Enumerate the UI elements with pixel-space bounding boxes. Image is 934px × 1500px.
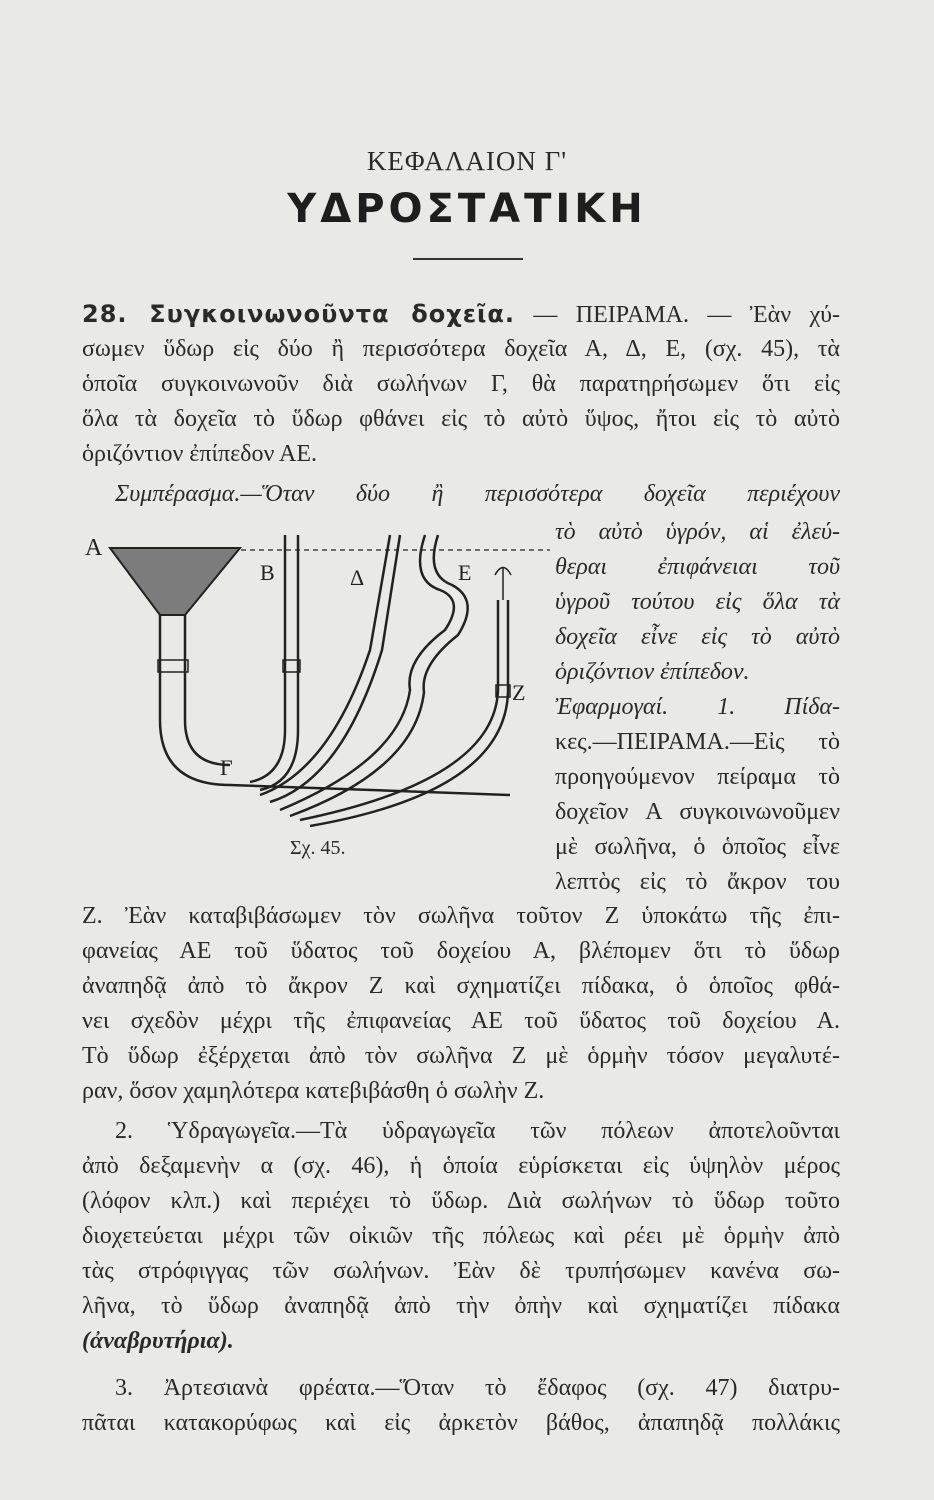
text-line: ἀπὸ δεξαμενὴν α (σχ. 46), ἡ ὁποία εὑρίσκεται εἰς ὑψηλὸν μέρος [82, 1153, 840, 1179]
text-line: σωμεν ὕδωρ εἰς δύο ἢ περισσότερα δοχεῖα Α, Δ, Ε, (σχ. 45), τὰ [82, 336, 840, 362]
label-D: Δ [350, 565, 365, 590]
text-line: (ἀναβρυτήρια). [82, 1328, 234, 1354]
figure-45-communicating-vessels [80, 520, 550, 850]
text-line: ἀναπηδᾷ ἀπὸ τὸ ἄκρον Ζ καὶ σχηματίζει πίδακα, ὁ ὁποῖος φθά- [82, 973, 840, 999]
text-line: Ἐφαρμογαί. 1. Πίδα- [555, 694, 840, 720]
label-E: Ε [458, 560, 472, 585]
text-line: φανείας ΑΕ τοῦ ὕδατος τοῦ δοχείου Α, βλέπομεν ὅτι τὸ ὕδωρ [82, 938, 840, 964]
label-G: Γ [220, 755, 233, 780]
text-line: Τὸ ὕδωρ ἐξέρχεται ἀπὸ τὸν σωλῆνα Ζ μὲ ὁρμὴν τόσον μεγαλυτέ- [82, 1043, 840, 1069]
text-line: δοχεῖα εἶνε εἰς τὸ αὐτὸ [555, 624, 840, 650]
section-title: ΥΔΡΟΣΤΑΤΙΚΗ [287, 186, 647, 232]
paragraph-heading: 28. Συγκοινωνοῦντα δοχεῖα. [82, 300, 516, 328]
text-line: κες.—ΠΕΙΡΑΜΑ.—Εἰς τὸ [555, 729, 840, 755]
label-B: Β [260, 560, 275, 585]
chapter-heading: ΚΕΦΑΛΑΙΟΝ Γ' [366, 146, 568, 176]
conclusion-line: Συμπέρασμα.—Ὅταν δύο ἢ περισσότερα δοχεῖα περιέχουν [115, 481, 840, 507]
paragraph-heading-rest: — ΠΕΙΡΑΜΑ. — Ἐὰν χύ- [533, 302, 841, 328]
label-A: Α [85, 535, 103, 561]
text-line: δοχεῖον Α συγκοινωνοῦμεν [555, 799, 840, 825]
text-line: προηγούμενον πείραμα τὸ [555, 764, 840, 790]
text-line: (λόφον κλπ.) καὶ περιέχει τὸ ὕδωρ. Διὰ σωλήνων τὸ ὕδωρ τοῦτο [82, 1188, 840, 1214]
text-line: 2. Ὑδραγωγεῖα.—Τὰ ὑδραγωγεῖα τῶν πόλεων ἀποτελοῦνται [115, 1118, 840, 1144]
figure-caption: Σχ. 45. [290, 837, 346, 859]
text-line: ὁριζόντιον ἐπίπεδον. [555, 659, 750, 685]
text-line: λεπτὸς εἰς τὸ ἄκρον του [555, 869, 840, 895]
text-line: πᾶται κατακορύφως καὶ εἰς ἀρκετὸν βάθος, ἀπαπηδᾷ πολλάκις [82, 1410, 840, 1436]
text-line: ραν, ὅσον χαμηλότερα κατεβιβάσθη ὁ σωλὴν Ζ. [82, 1078, 545, 1104]
text-line: 3. Ἀρτεσιανὰ φρέατα.—Ὅταν τὸ ἔδαφος (σχ. 47) διατρυ- [115, 1375, 840, 1401]
text-line: ὑγροῦ τούτου εἰς ὅλα τὰ [555, 589, 840, 615]
text-line: ὁριζόντιον ἐπίπεδον ΑΕ. [82, 441, 317, 467]
text-line: Ζ. Ἐὰν καταβιβάσωμεν τὸν σωλῆνα τοῦτον Ζ ὑποκάτω τῆς ἐπι- [82, 903, 840, 929]
text-line: τὰς στρόφιγγας τῶν σωλήνων. Ἐὰν δὲ τρυπήσωμεν κανένα σω- [82, 1258, 840, 1284]
label-Z: Ζ [512, 680, 526, 705]
text-line [82, 300, 840, 328]
text-line: νει σχεδὸν μέχρι τῆς ἐπιφανείας ΑΕ τοῦ ὕδατος τοῦ δοχείου Α. [82, 1008, 840, 1034]
text-line: διοχετεύεται μέχρι τῶν οἰκιῶν τῆς πόλεως καὶ ρέει μὲ ὁρμὴν ἀπὸ [82, 1223, 840, 1249]
text-line: ὁποῖα συγκοινωνοῦν διὰ σωλήνων Γ, θὰ παρατηρήσωμεν ὅτι εἰς [82, 371, 840, 397]
text-line: ὅλα τὰ δοχεῖα τὸ ὕδωρ φθάνει εἰς τὸ αὐτὸ ὕψος, ἤτοι εἰς τὸ αὐτὸ [82, 406, 840, 432]
text-line: μὲ σωλῆνα, ὁ ὁποῖος εἶνε [555, 834, 840, 860]
text-line: λῆνα, τὸ ὕδωρ ἀναπηδᾷ ἀπὸ τὴν ὀπὴν καὶ σχηματίζει πίδακα [82, 1293, 840, 1319]
title-rule [413, 258, 523, 260]
text-line: θεραι ἐπιφάνειαι τοῦ [555, 554, 840, 580]
text-line: τὸ αὐτὸ ὑγρόν, αἱ ἐλεύ- [555, 519, 840, 545]
